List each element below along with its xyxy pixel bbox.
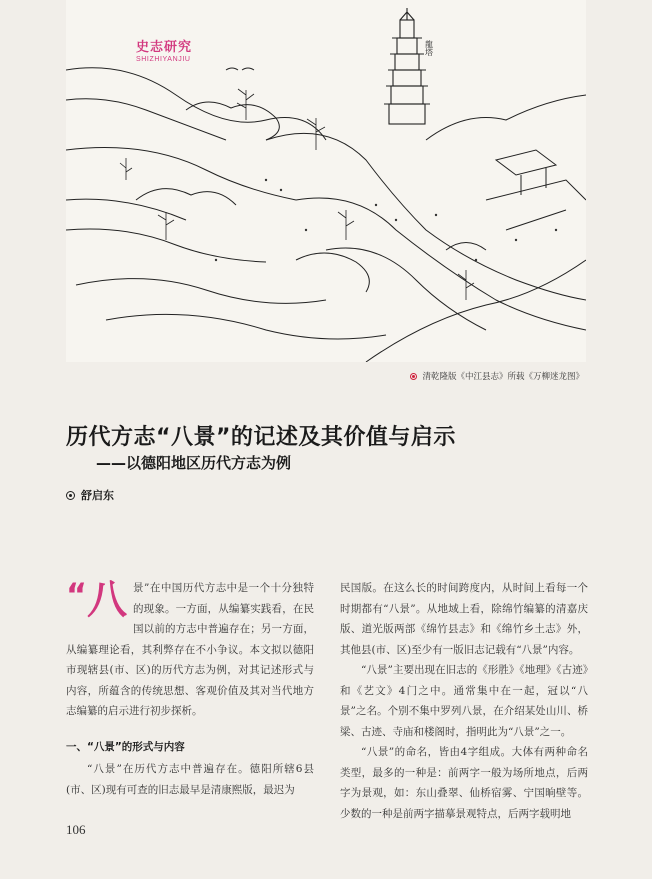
section-name: 史志研究: [136, 40, 193, 55]
article-title: 历代方志“八景”的记述及其价值与启示: [66, 425, 456, 450]
drop-cap-quote: “: [66, 576, 88, 614]
bullet-icon: [66, 491, 75, 500]
lead-paragraph: [66, 578, 314, 722]
section-pinyin: SHIZHIYANJIU: [136, 56, 191, 63]
section-heading: 一、“八景”的形式与内容: [66, 740, 185, 753]
body-paragraph: “八景”主要出现在旧志的《形胜》《地理》《古迹》和《艺文》4门之中。通常集中在一起，冠以“八景”之名。个别不集中罗列八景，在介绍某处山川、桥梁、古迹、寺庙和楼阁时，指明此为“八景”之一。: [340, 664, 588, 738]
body-paragraph: 民国版。在这么长的时间跨度内，从时间上看每一个时期都有“八景”。从地域上看，除绵竹编纂的清嘉庆版、道光版两部《绵竹县志》和《绵竹乡土志》外，其他县(市、区)至少有一版旧志记载有“八景”内容。: [340, 582, 588, 656]
illustration-inset-label: 龍塔: [424, 40, 434, 56]
illustration-caption: [410, 370, 584, 382]
article-subtitle: ——以德阳地区历代方志为例: [96, 454, 292, 472]
drop-cap: [66, 576, 128, 623]
drop-cap-char: 八: [87, 577, 128, 623]
page-number: 106: [66, 822, 86, 837]
lead-text: 景”在中国历代方志中是一个十分独特的现象。一方面，从编纂实践看，在民国以前的方志中普遍存在；另一方面，从编纂理论看，其利弊存在不小争议。本文拟以德阳市现辖县(市、区)的历代方志为例，对其记述形式与内容，所蕴含的传统思想、客观价值及其对当代地方志编纂的启示进行初步探析。: [66, 582, 314, 717]
body-paragraph: “八景”在历代方志中普遍存在。德阳所辖6县(市、区)现有可查的旧志最早是清康熙版，最迟为: [66, 763, 314, 796]
bullet-icon: [410, 373, 417, 380]
landscape-illustration: [66, 0, 586, 362]
section-tag: [136, 40, 192, 65]
caption-text: 清乾隆版《中江县志》所载《万柳迷龙图》: [422, 372, 584, 382]
column-left: [66, 578, 314, 800]
column-right: [340, 578, 588, 824]
author-line: [66, 487, 114, 503]
body-paragraph: “八景”的命名，皆由4字组成。大体有两种命名类型，最多的一种是：前两字一般为场所地点，后两字为景观，如：东山叠翠、仙桥宿雾、宁国晌壁等。少数的一种是前两字描摹景观特点，后两字载明地: [340, 746, 588, 820]
author-name: 舒启东: [81, 489, 114, 502]
